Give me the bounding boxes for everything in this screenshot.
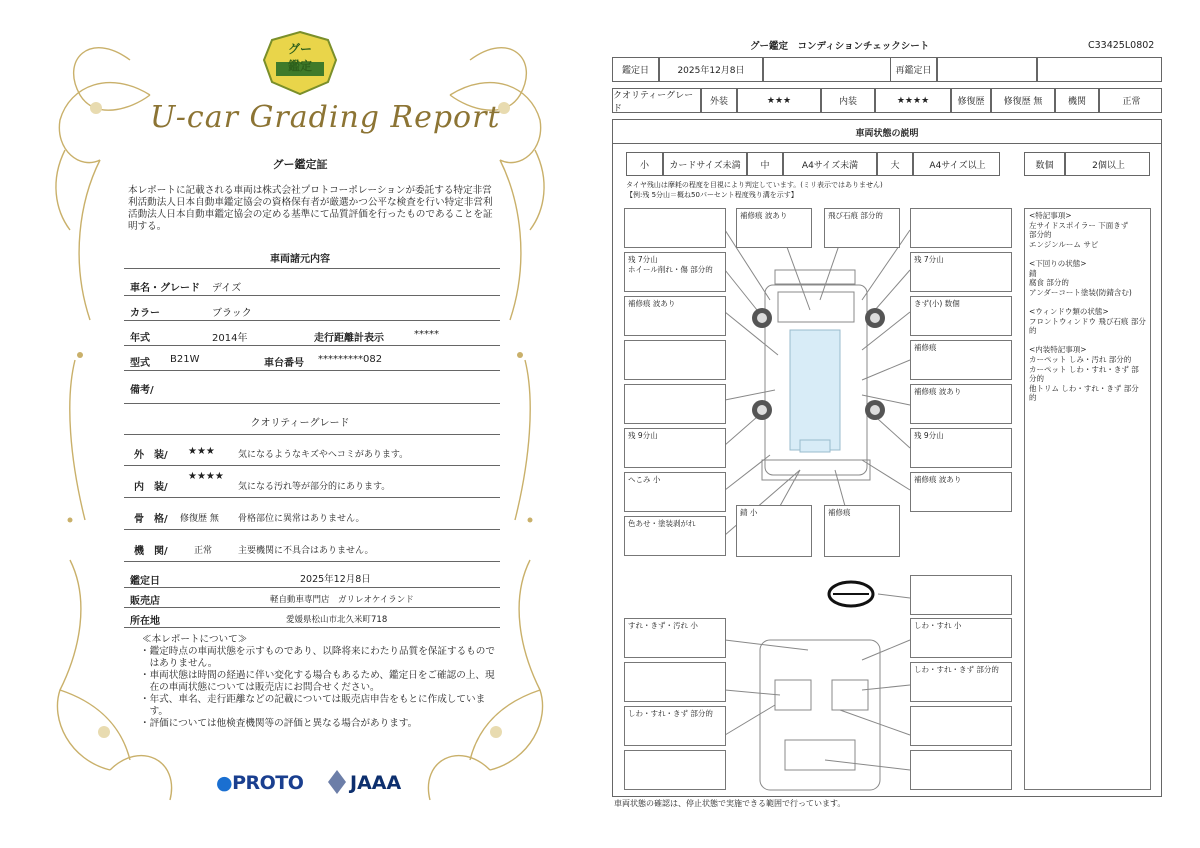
- spec-row-year: [124, 322, 500, 346]
- label: 型式: [130, 358, 150, 369]
- desc: 骨格部位に異常はありません。: [238, 514, 365, 524]
- finding-box: [624, 750, 726, 790]
- finding-box: しわ・すれ・きず 部分的: [624, 706, 726, 746]
- quality-row-frame: [124, 502, 500, 530]
- value: 2014年: [212, 333, 248, 344]
- label: カラー: [130, 308, 160, 319]
- int-value: ★★★★: [875, 89, 951, 112]
- note-item: ・ 車両状態は時間の経過に伴い変化する場合もあるため、鑑定日をご確認の上、現在の車両状態については販売店にお問合せください。: [140, 670, 495, 693]
- value: *********082: [318, 354, 383, 365]
- spec-row-color: [124, 297, 500, 321]
- size-medium: 中: [747, 153, 783, 175]
- note-item: ・ 年式、車名、走行距離などの記載については販売店申告をもとに作成しています。: [140, 694, 486, 717]
- finding-box: 補修痕 波あり: [624, 296, 726, 336]
- stars: ★★★★: [188, 471, 224, 482]
- date-value: 2025年12月8日: [659, 58, 763, 81]
- proto-mark-icon: ●: [216, 772, 233, 794]
- condition-heading: 車両状態の説明: [855, 129, 919, 139]
- label: 年式: [130, 333, 150, 344]
- jaaa-mark-icon: [328, 770, 346, 794]
- label: 販売店: [130, 596, 160, 607]
- quality-row-engine: [124, 534, 500, 562]
- sheet-title: グー鑑定 コンディションチェックシート: [750, 41, 930, 52]
- label: 備考/: [130, 385, 154, 396]
- finding-box: へこみ 小: [624, 472, 726, 512]
- quality-heading: クオリティーグレード: [250, 418, 350, 429]
- quality-row-interior: [124, 470, 500, 498]
- finding-box: 飛び石痕 部分的: [824, 208, 900, 248]
- grade-label: クオリティーグレード: [613, 89, 701, 112]
- report-notes: [140, 634, 500, 730]
- note-item: ・ 鑑定時点の車両状態を示すものであり、以降将来にわたり品質を保証するものではありません。: [140, 646, 495, 669]
- appraisal-date-row: [124, 566, 500, 588]
- divider: [124, 434, 500, 435]
- spec-row-remarks: [124, 374, 500, 404]
- engine-value: 正常: [1099, 89, 1163, 112]
- ext-value: ★★★: [737, 89, 821, 112]
- address-row: [124, 608, 500, 628]
- quality-row-exterior: [124, 438, 500, 466]
- finding-box: [624, 340, 726, 380]
- size-large-desc: A4サイズ以上: [913, 153, 1001, 175]
- stars: ★★★: [188, 446, 215, 457]
- desc: 主要機関に不具合はありません。: [238, 546, 374, 556]
- finding-box: [624, 208, 726, 248]
- finding-box: 補修痕 波あり: [910, 472, 1012, 512]
- finding-box: しわ・すれ 小: [910, 618, 1012, 658]
- badge-label: グー鑑定: [287, 42, 312, 73]
- size-large: 大: [877, 153, 913, 175]
- label: 所在地: [130, 616, 160, 627]
- count-label: 数個: [1025, 153, 1065, 175]
- tire-note-2: 【例:残 5分山＝概ね50パーセント程度残り溝を示す】: [626, 191, 798, 199]
- desc: 気になる汚れ等が部分的にあります。: [238, 482, 391, 492]
- finding-box: 色あせ・塗装剥がれ: [624, 516, 726, 556]
- finding-box: 残 9分山: [910, 428, 1012, 468]
- finding-box: 残 9分山: [624, 428, 726, 468]
- label: 鑑定日: [130, 576, 160, 587]
- finding-box: 補修痕: [824, 505, 900, 557]
- special-notes-box: <特記事項> 左サイドスポイラー 下面きず 部分的 エンジンルーム サビ <下回りの状態> 錆 腐食 部分的 アンダーコート塗装(防錆含む) <ウィンドウ類の状態> フロントウィンドウ 飛び石痕 部分的 <内装特記事項> カーペット しみ・汚れ 部分的 カーペット しわ・すれ・きず 部分的 他トリム しわ・すれ・きず 部分的: [1024, 208, 1151, 790]
- value: 2025年12月8日: [300, 574, 371, 585]
- spec-heading: 車両諸元内容: [270, 254, 330, 265]
- notes-title: ≪本レポートについて≫: [142, 634, 248, 645]
- finding-box: すれ・きず・汚れ 小: [624, 618, 726, 658]
- finding-box: [910, 750, 1012, 790]
- repair-value: 修復歴 無: [991, 89, 1055, 112]
- steering-wheel-icon: [829, 582, 873, 606]
- value: デイズ: [212, 283, 242, 294]
- finding-box: 残 7分山: [910, 252, 1012, 292]
- int-label: 内装: [821, 89, 875, 112]
- finding-box: [624, 384, 726, 424]
- note-item: ・ 評価については他検査機関等の評価と異なる場合があります。: [140, 718, 418, 729]
- divider: [124, 268, 500, 269]
- label: 外 装/: [134, 450, 168, 461]
- finding-box: 補修痕 波あり: [910, 384, 1012, 424]
- finding-box: しわ・すれ・きず 部分的: [910, 662, 1012, 702]
- tire-note-1: タイヤ残山は摩耗の程度を目視により判定しています。(ミリ表示ではありません): [626, 181, 883, 189]
- dealer-row: [124, 588, 500, 608]
- proto-logo: ●PROTO: [216, 772, 304, 794]
- value: *****: [414, 329, 439, 340]
- label: 車名・グレード: [130, 283, 200, 294]
- footer-note: 車両状態の確認は、停止状態で実施できる範囲で行っています。: [614, 799, 846, 808]
- size-small: 小: [627, 153, 663, 175]
- condition-check-sheet: [600, 0, 1200, 848]
- reeval-label: 再鑑定日: [891, 58, 937, 81]
- value: 軽自動車専門店 ガリレオケイランド: [270, 595, 414, 605]
- label: 走行距離計表示: [314, 333, 384, 344]
- label: 骨 格/: [134, 514, 168, 525]
- spec-row-name: [124, 272, 500, 296]
- engine-label: 機関: [1055, 89, 1099, 112]
- finding-box: 錆 小: [736, 505, 812, 557]
- value: B21W: [170, 354, 200, 365]
- value: 修復歴 無: [180, 514, 219, 524]
- count-desc: 2個以上: [1065, 153, 1151, 175]
- finding-box: [910, 575, 1012, 615]
- finding-box: 補修痕 波あり: [736, 208, 812, 248]
- spec-row-model: [124, 347, 500, 371]
- date-label: 鑑定日: [613, 58, 659, 81]
- value: ブラック: [212, 308, 252, 319]
- finding-box: [624, 662, 726, 702]
- size-medium-desc: A4サイズ未満: [783, 153, 877, 175]
- size-small-desc: カードサイズ未満: [663, 153, 747, 175]
- sheet-id: C33425L0802: [1088, 40, 1155, 51]
- header-title: U-car Grading Report: [150, 100, 501, 135]
- ext-label: 外装: [701, 89, 737, 112]
- finding-box: きず(小) 数個: [910, 296, 1012, 336]
- certificate-title: グー鑑定証: [272, 158, 328, 171]
- jaaa-logo: JAAA: [350, 772, 402, 794]
- desc: 気になるようなキズやヘコミがあります。: [238, 450, 409, 460]
- label: 機 関/: [134, 546, 168, 557]
- value: 正常: [194, 546, 213, 556]
- finding-box: [910, 208, 1012, 248]
- finding-box: 残 7分山 ホイール削れ・傷 部分的: [624, 252, 726, 292]
- label: 内 装/: [134, 482, 168, 493]
- finding-box: [910, 706, 1012, 746]
- value: 愛媛県松山市北久米町718: [286, 615, 388, 625]
- repair-label: 修復歴: [951, 89, 991, 112]
- intro-text: 本レポートに記載される車両は株式会社プロトコーポレーションが委託する特定非営利活動法人日本自動車鑑定協会の資格保有者が厳選かつ公平な検査を行い特定非営利活動法人日本自動車鑑定協会の定める基準にて品質評価を行ったものであることを証明する。: [128, 185, 493, 232]
- finding-box: 補修痕: [910, 340, 1012, 380]
- label: 車台番号: [264, 358, 304, 369]
